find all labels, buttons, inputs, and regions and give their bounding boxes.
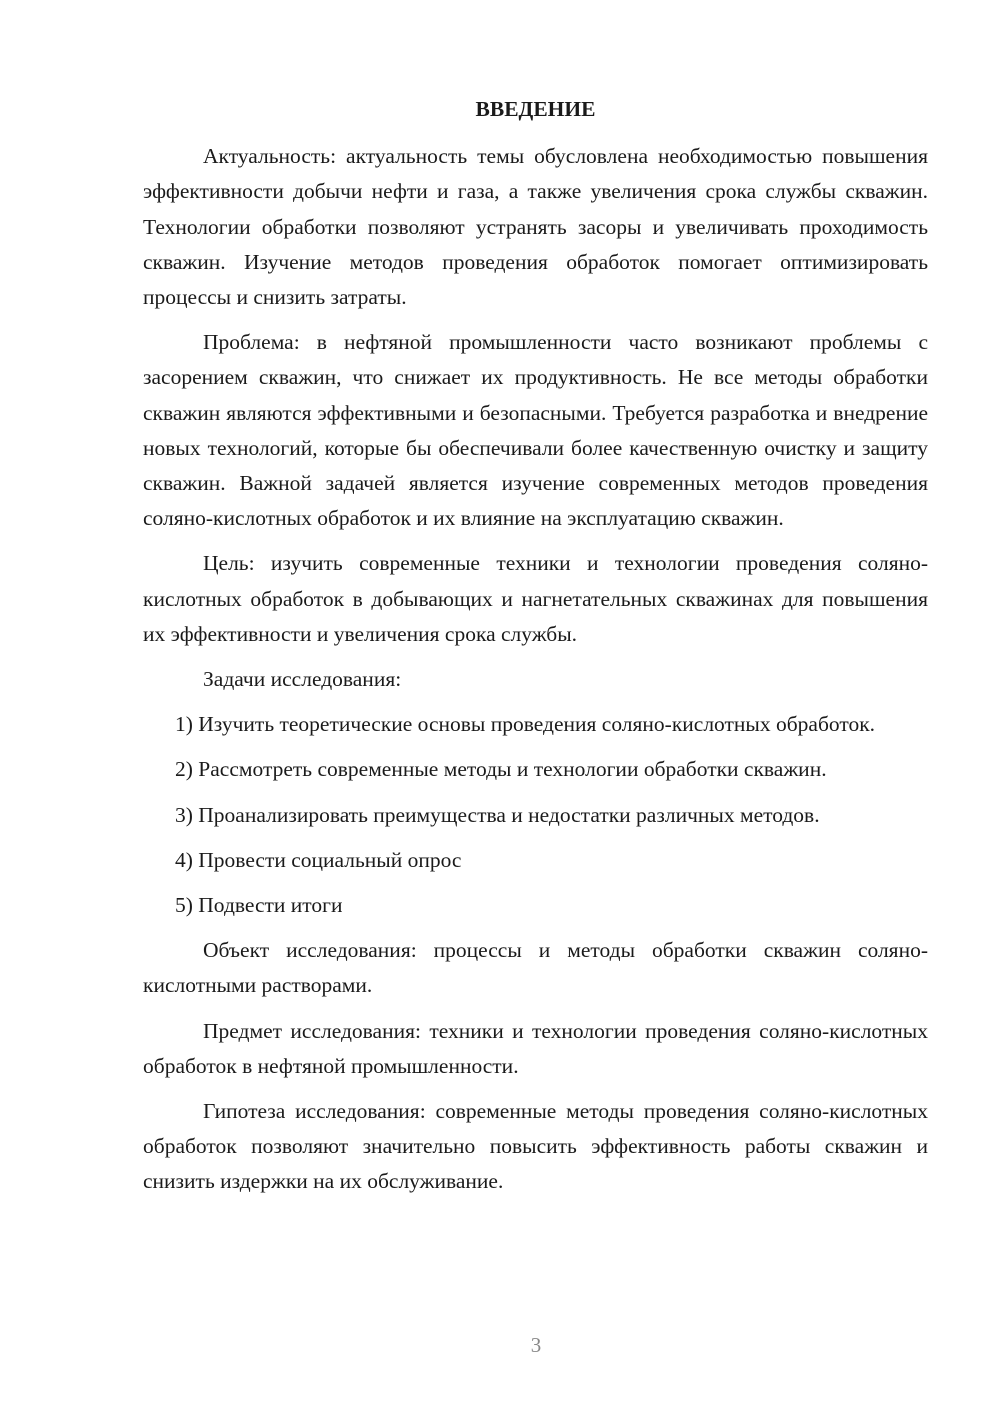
- list-item-task-5: 5) Подвести итоги: [175, 893, 343, 918]
- tasks-heading: Задачи исследования:: [203, 667, 402, 692]
- paragraph-problem: Проблема: в нефтяной промышленности часто возникают проблемы с засорением скважин, что снижает их продуктивность. Не все методы обработки скважин являются эффективными и безопасными. Требуется разработка и внедрение новых технологий, которые бы обеспечивали более качественную очистку и защиту скважин. Важной задачей является изучение современных методов проведения соляно-кислотных обработок и их влияние на эксплуатацию скважин.: [143, 330, 928, 531]
- paragraph-hypothesis: Гипотеза исследования: современные методы проведения соляно-кислотных обработок позволяют значительно повысить эффективность работы скважин и снизить издержки на их обслуживание.: [143, 1099, 928, 1194]
- document-page: [143, 92, 928, 1200]
- list-item-task-4: 4) Провести социальный опрос: [175, 847, 462, 872]
- page-number: 3: [530, 1333, 542, 1357]
- list-item-task-3: 3) Проанализировать преимущества и недостатки различных методов.: [175, 802, 820, 827]
- list-item-task-2: 2) Рассмотреть современные методы и технологии обработки скважин.: [175, 757, 827, 782]
- list-item-task-1: 1) Изучить теоретические основы проведения соляно-кислотных обработок.: [175, 712, 876, 737]
- paragraph-subject: Предмет исследования: техники и технологии проведения соляно-кислотных обработок в нефтяной промышленности.: [143, 1018, 928, 1078]
- page-title: ВВЕДЕНИЕ: [475, 97, 596, 121]
- paragraph-relevance: Актуальность: актуальность темы обусловлена необходимостью повышения эффективности добычи нефти и газа, а также увеличения срока службы скважин. Технологии обработки позволяют устранять засоры и увеличивать проходимость скважин. Изучение методов проведения обработок помогает оптимизировать процессы и снизить затраты.: [143, 144, 928, 310]
- paragraph-object: Объект исследования: процессы и методы обработки скважин соляно-кислотными растворами.: [143, 938, 928, 998]
- paragraph-goal: Цель: изучить современные техники и технологии проведения соляно-кислотных обработок в добывающих и нагнетательных скважинах для повышения их эффективности и увеличения срока службы.: [143, 551, 928, 646]
